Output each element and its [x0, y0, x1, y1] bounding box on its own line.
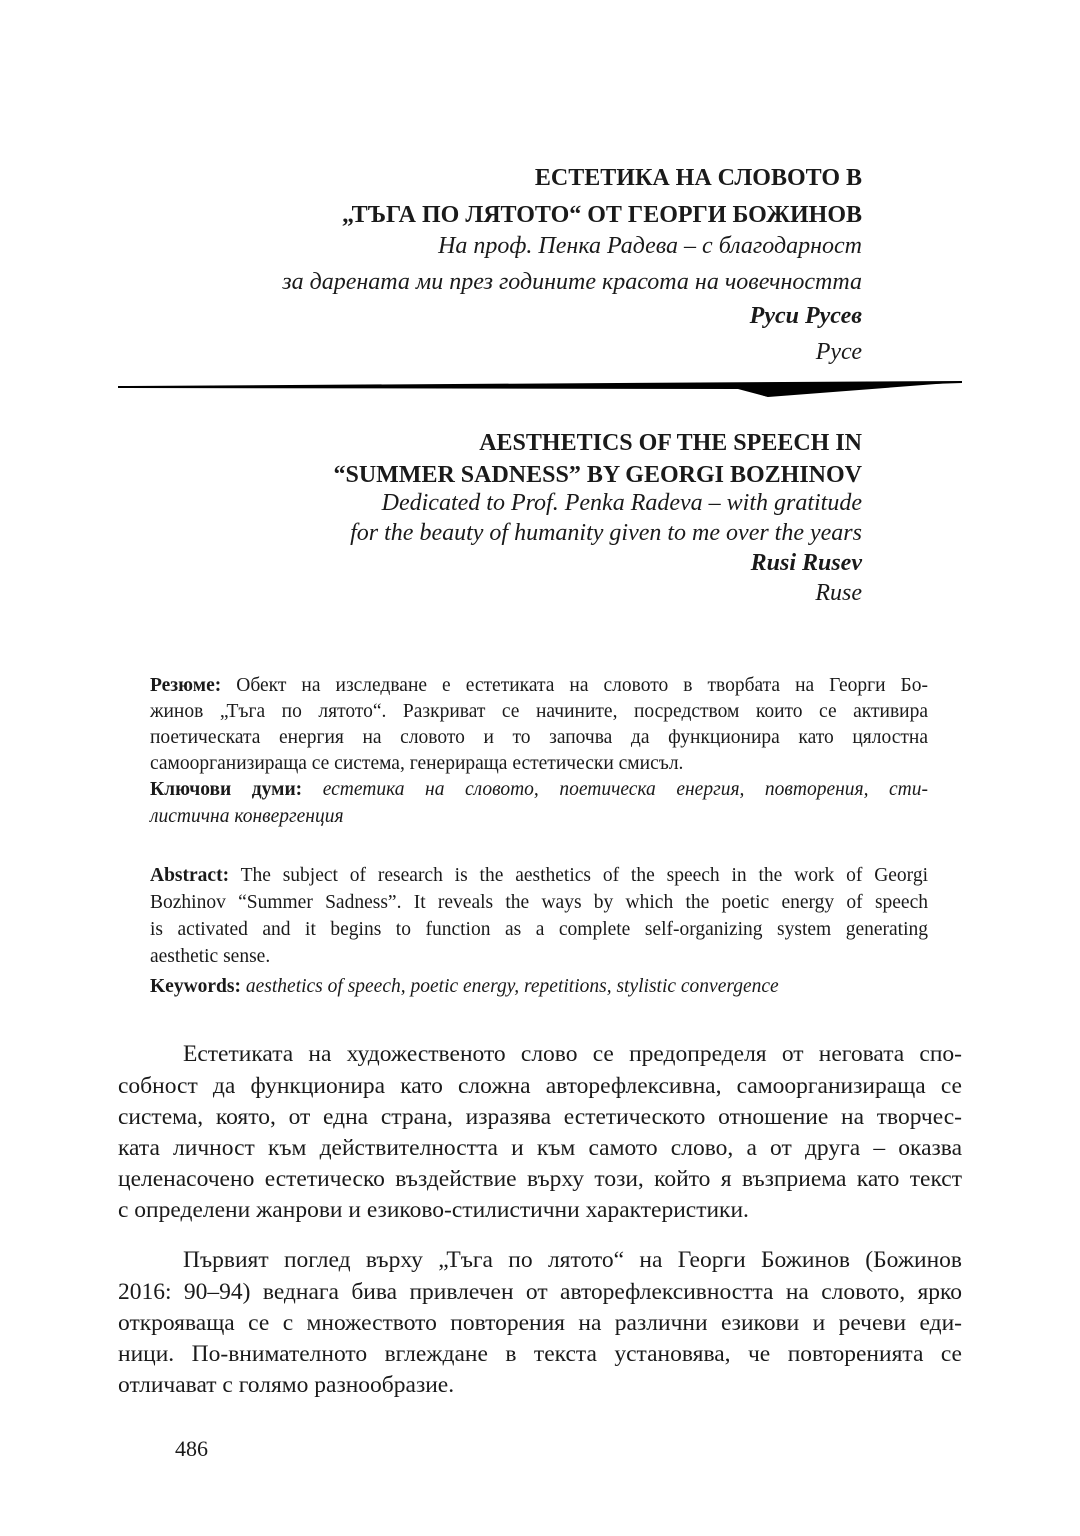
title-bg-line-2: „ТЪГА ПО ЛЯТОТО“ ОТ ГЕОРГИ БОЖИНОВ	[342, 202, 862, 228]
keywords-en: aesthetics of speech, poetic energy, repetitions, stylistic convergence	[245, 976, 779, 997]
keywords-bg: естетика на словото, поетическа енергия, повторения, сти-	[322, 779, 929, 800]
body-line: отличават с голямо разнообразие.	[118, 1372, 455, 1398]
keywords-bg-label: Ключови думи:	[150, 779, 303, 800]
abstract-text: is activated and it begins to function as a complete self-organizing system generating	[150, 919, 928, 940]
resume-text: самоорганизираща се система, генерираща естетически смисъл.	[150, 753, 684, 774]
divider-line	[118, 376, 964, 402]
title-en-line-1: AESTHETICS OF THE SPEECH IN	[479, 430, 862, 456]
dedication-en-line-2: for the beauty of humanity given to me over the years	[350, 520, 862, 546]
body-line: ката личност към действителността и към самото слово, а от друга – оказва	[118, 1135, 962, 1161]
resume-text: жинов „Тъга по лятото“. Разкриват се начините, посредством които се активира	[150, 701, 928, 722]
title-bg-line-1: ЕСТЕТИКА НА СЛОВОТО В	[534, 165, 862, 191]
resume-text: поетическата енергия на словото и то започва да функционира като цялостна	[150, 727, 928, 748]
abstract-text: Bozhinov “Summer Sadness”. It reveals the ways by which the poetic energy of speech	[150, 892, 928, 913]
author-bg: Руси Русев	[749, 303, 862, 329]
abstract-text: The subject of research is the aesthetics of the speech in the work of Georgi	[240, 865, 928, 886]
body-line: Естетиката на художественото слово се предопределя от неговата спо-	[183, 1041, 962, 1067]
dedication-bg-line-2: за дарената ми през годините красота на човечността	[282, 269, 862, 295]
keywords-en-label: Keywords:	[150, 976, 241, 997]
dedication-bg-line-1: На проф. Пенка Радева – с благодарност	[438, 233, 862, 259]
body-line: открояваща се с множеството повторения на различни езикови и речеви еди-	[118, 1310, 962, 1336]
keywords-bg: листична конвергенция	[150, 806, 344, 827]
page-number: 486	[175, 1436, 208, 1461]
body-line: собност да функционира като сложна авторефлексивна, самоорганизираща се	[118, 1073, 962, 1099]
city-en: Ruse	[815, 580, 862, 606]
resume-label: Резюме:	[150, 675, 222, 696]
body-line: с определени жанрови и езиково-стилистични характеристики.	[118, 1197, 749, 1223]
body-line: 2016: 90–94) веднага бива привлечен от авторефлексивността на словото, ярко	[118, 1279, 962, 1305]
abstract-text: aesthetic sense.	[150, 946, 271, 967]
dedication-en-line-1: Dedicated to Prof. Penka Radeva – with gratitude	[381, 490, 862, 516]
resume-text: Обект на изследване е естетиката на словото в творбата на Георги Бо-	[236, 675, 928, 696]
body-line: целенасочено естетическо въздействие върху този, който я възприема като текст	[118, 1166, 962, 1192]
city-bg: Русе	[815, 339, 862, 365]
title-en-line-2: “SUMMER SADNESS” BY GEORGI BOZHINOV	[333, 462, 862, 488]
abstract-label: Abstract:	[150, 865, 230, 886]
body-line: ници. По-внимателното вглеждане в текста установява, че повторенията се	[118, 1341, 962, 1367]
author-en: Rusi Rusev	[750, 550, 862, 576]
body-line: Първият поглед върху „Тъга по лятото“ на Георги Божинов (Божинов	[183, 1247, 962, 1273]
body-line: система, която, от една страна, изразява естетическото отношение на творчес-	[118, 1104, 962, 1130]
